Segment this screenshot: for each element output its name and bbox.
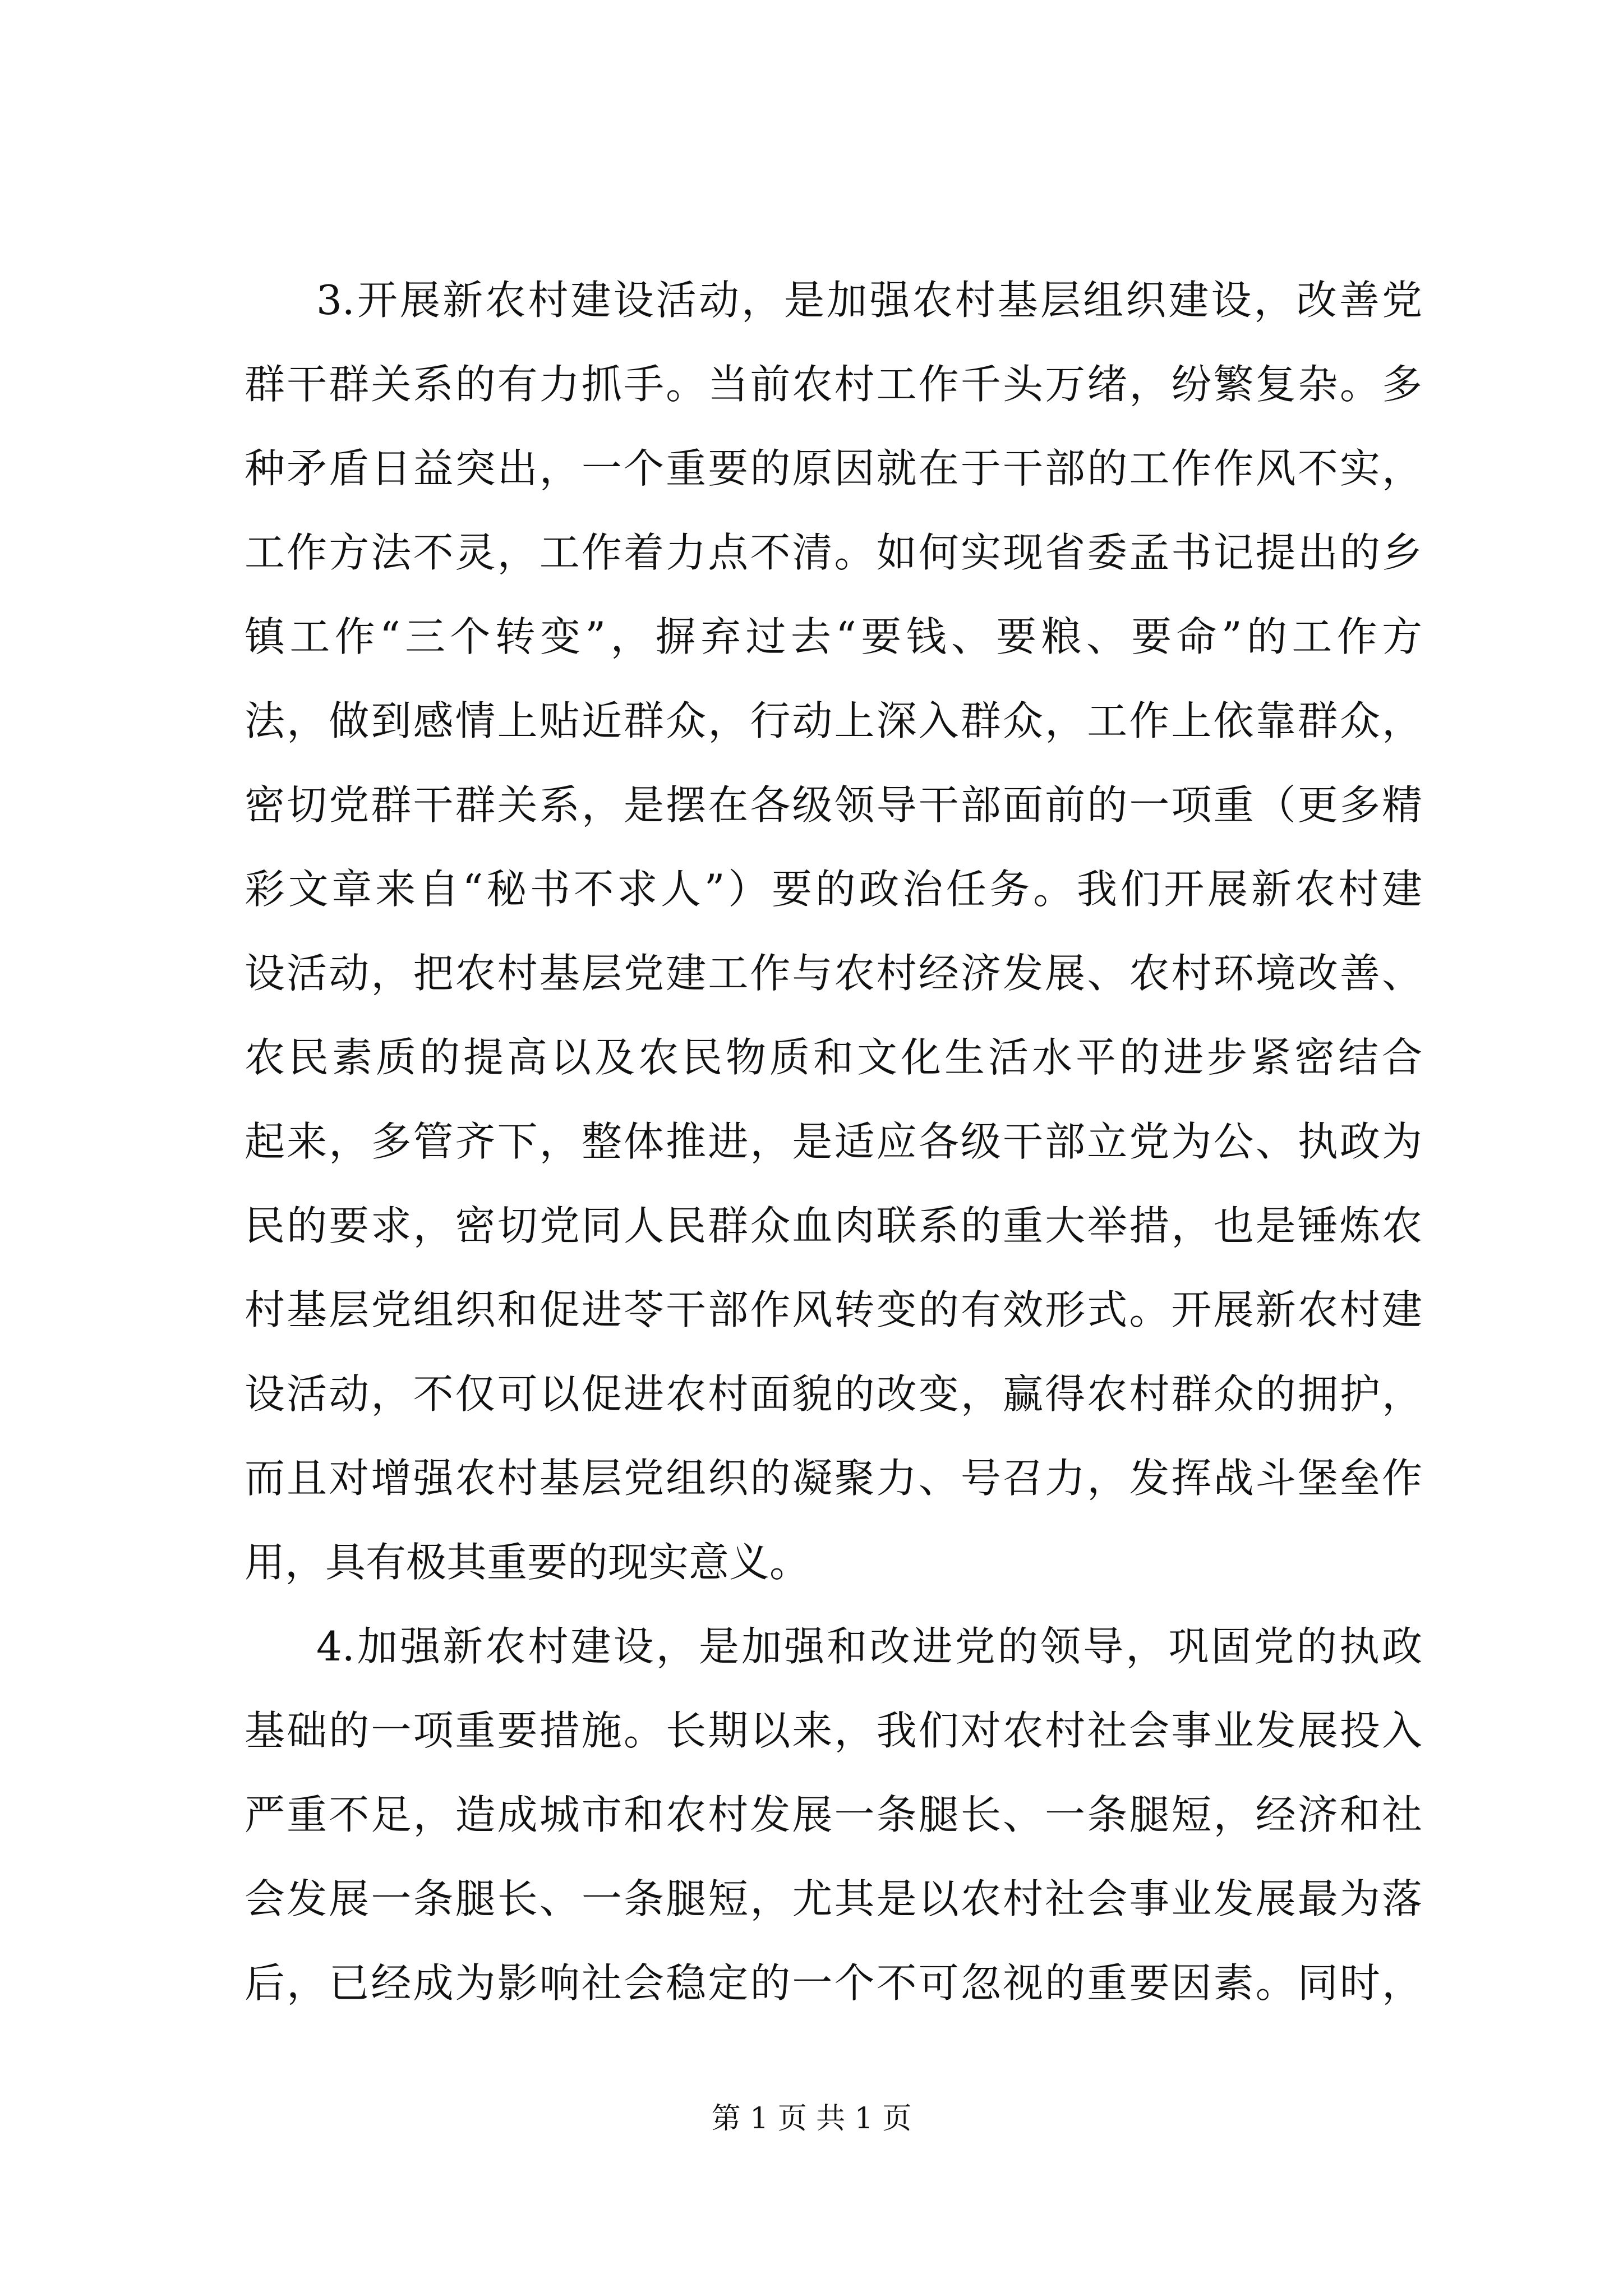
page-number-label: 第 1 页 共 1 页 [711,2102,912,2136]
text-line: 用，具有极其重要的现实意义。 [245,1539,810,1586]
paragraph-4 [245,1604,1422,2025]
document-body [245,258,1422,2025]
text-line: 农民素质的提高以及农民物质和文化生活水平的进步紧密结合 [245,1034,1422,1081]
text-line: 工作方法不灵，工作着力点不清。如何实现省委孟书记提出的乡 [245,529,1422,576]
text-line: 基础的一项重要措施。长期以来，我们对农村社会事业发展投入 [245,1707,1422,1754]
text-line: 4.加强新农村建设，是加强和改进党的领导，巩固党的执政 [316,1623,1422,1670]
text-line: 3.开展新农村建设活动，是加强农村基层组织建设，改善党 [316,277,1422,324]
text-line: 村基层党组织和促进苓干部作风转变的有效形式。开展新农村建 [245,1286,1422,1333]
paragraph-3 [245,258,1422,1604]
text-line: 种矛盾日益突出，一个重要的原因就在于干部的工作作风不实， [245,445,1422,492]
text-line: 设活动，不仅可以促进农村面貌的改变，赢得农村群众的拥护， [245,1370,1422,1418]
text-line: 设活动，把农村基层党建工作与农村经济发展、农村环境改善、 [245,950,1422,997]
text-line: 镇工作“三个转变”，摒弃过去“要钱、要粮、要命”的工作方 [245,613,1422,660]
page-footer [0,2099,1623,2138]
text-line: 而且对增强农村基层党组织的凝聚力、号召力，发挥战斗堡垒作 [245,1455,1422,1502]
text-line: 法，做到感情上贴近群众，行动上深入群众，工作上依靠群众， [245,697,1422,744]
text-line: 彩文章来自“秘书不求人”）要的政治任务。我们开展新农村建 [245,866,1422,913]
text-line: 会发展一条腿长、一条腿短，尤其是以农村社会事业发展最为落 [245,1875,1422,1922]
text-line: 密切党群干群关系，是摆在各级领导干部面前的一项重（更多精 [245,781,1422,829]
text-line: 群干群关系的有力抓手。当前农村工作千头万绪，纷繁复杂。多 [245,361,1422,408]
text-line: 民的要求，密切党同人民群众血肉联系的重大举措，也是锤炼农 [245,1202,1422,1249]
text-line: 后，已经成为影响社会稳定的一个不可忽视的重要因素。同时， [245,1959,1422,2007]
text-line: 严重不足，造成城市和农村发展一条腿长、一条腿短，经济和社 [245,1791,1422,1838]
text-line: 起来，多管齐下，整体推进，是适应各级干部立党为公、执政为 [245,1118,1422,1165]
